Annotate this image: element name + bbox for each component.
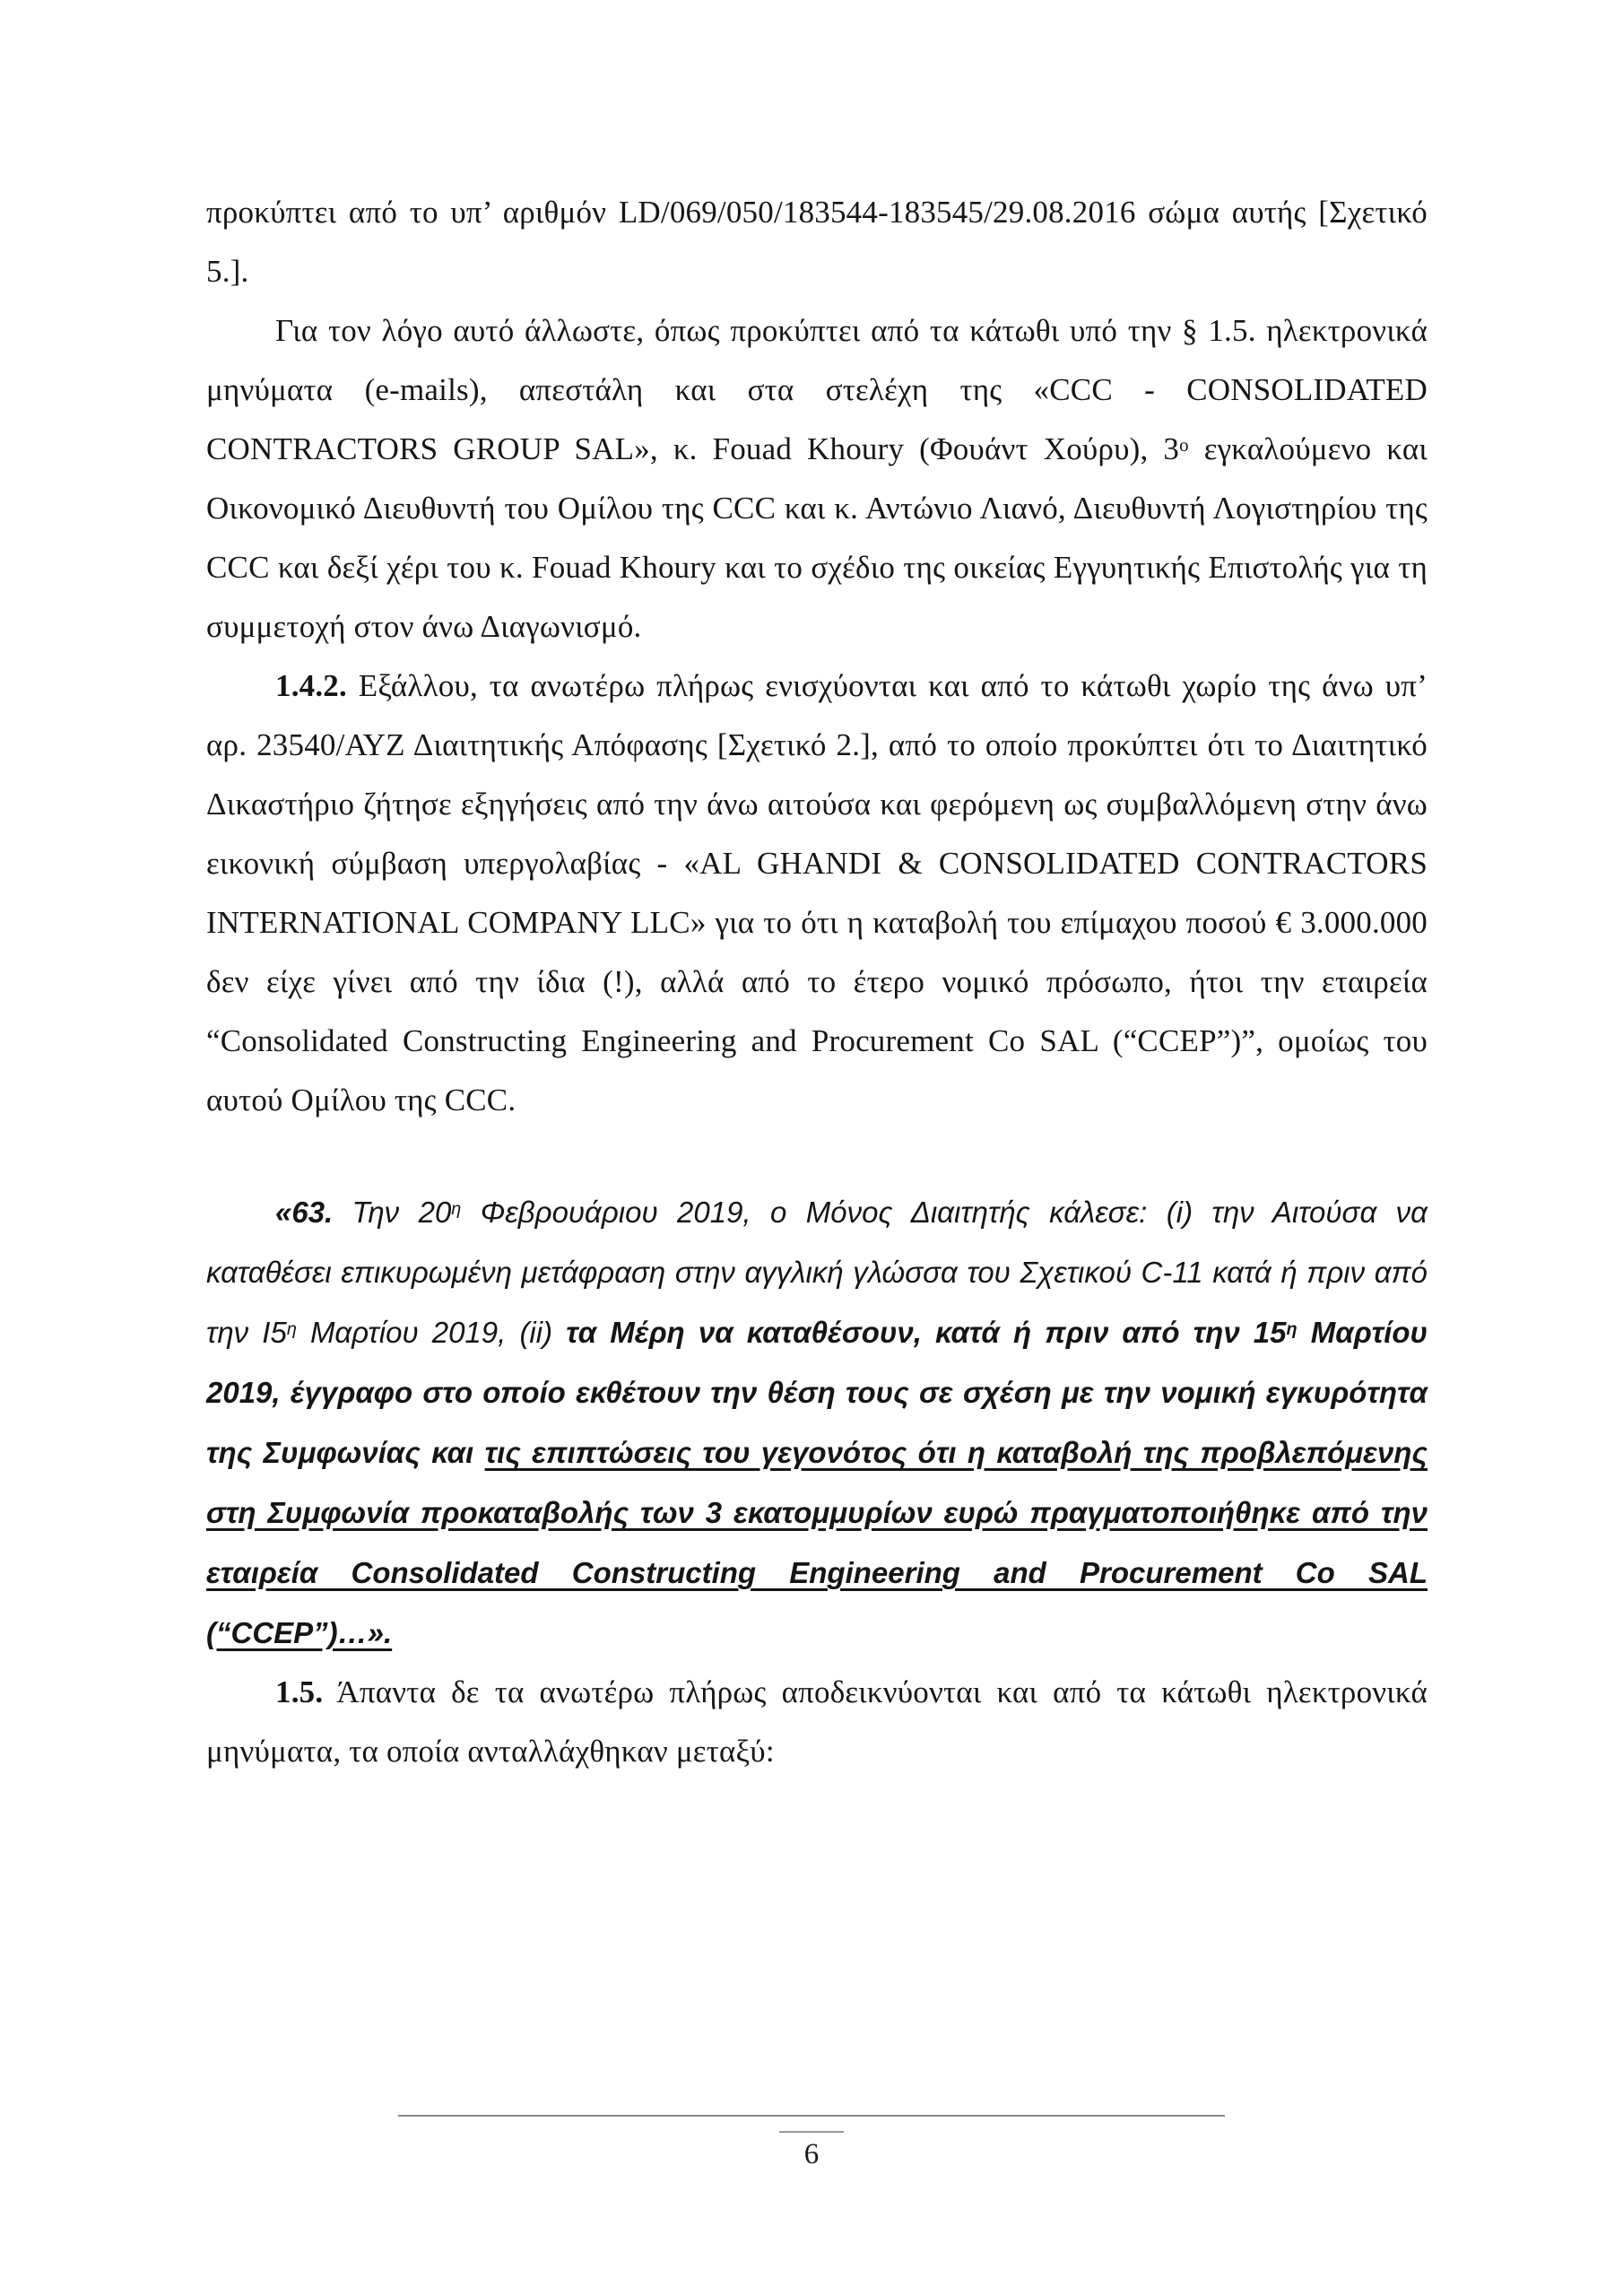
quote-number: «63. [275, 1196, 334, 1229]
quote-text-bold-1: τα Μέρη να καταθέσουν, κατά ή πριν από την 15 [566, 1316, 1287, 1349]
arbitration-quote-block [206, 1182, 1428, 1663]
paragraph-emails [206, 301, 1428, 657]
paragraph-emails-text-1: Για τον λόγο αυτό άλλωστε, όπως προκύπτει από τα κάτωθι υπό την § 1.5. ηλεκτρονικά μηνύματα (e-mails), απεστάλη και στα στελέχη της «CCC - CONSOLIDATED CONTRACTORS GROUP SAL», κ. Fouad Khoury (Φουάντ Χούρυ), 3 [206, 313, 1428, 466]
paragraph-continuation [206, 183, 1428, 301]
footer-short-line [779, 2131, 844, 2133]
quote-text-regular-1: Την 20 [333, 1196, 452, 1229]
date-superscript-1: η [451, 1199, 462, 1220]
section-number-1-4-2: 1.4.2. [275, 668, 347, 703]
quote-text-bold-underlined: τις επιπτώσεις του γεγονότος ότι η καταβολή της προβλεπόμενης στη Συμφωνία προκαταβολής των 3 εκατομμυρίων ευρώ πραγματοποιήθηκε από την εταιρεία Consolidated Constructing Engineering and Procurement Co SAL (“CCEP”)…». [206, 1436, 1428, 1649]
date-superscript-3: η [1286, 1319, 1298, 1340]
paragraph-1-4-2-text: Εξάλλου, τα ανωτέρω πλήρως ενισχύονται και από το κάτωθι χωρίο της άνω υπ’ αρ. 23540/ΑΥΖ Διαιτητικής Απόφασης [Σχετικό 2.], από το οποίο προκύπτει ότι το Διαιτητικό Δικαστήριο ζήτησε εξηγήσεις από την άνω αιτούσα και φερόμενη ως συμβαλλόμενη στην άνω εικονική σύμβαση υπεργολαβίας - «AL GHANDI & CONSOLIDATED CONTRACTORS INTERNATIONAL COMPANY LLC» για το ότι η καταβολή του επίμαχου ποσού € 3.000.000 δεν είχε γίνει από την ίδια (!), αλλά από το έτερο νομικό πρόσωπο, ήτοι την εταιρεία “Consolidated Constructing Engineering and Procurement Co SAL (“CCEP”)”, ομοίως του αυτού Ομίλου της CCC. [206, 668, 1428, 1118]
date-superscript-2: η [286, 1319, 297, 1340]
paragraph-1-4-2 [206, 657, 1428, 1130]
paragraph-continuation-text: προκύπτει από το υπ’ αριθμόν LD/069/050/183544-183545/29.08.2016 σώμα αυτής [Σχετικό 5.]. [206, 195, 1428, 289]
paragraph-emails-text-2: εγκαλούμενο και Οικονομικό Διευθυντή του Ομίλου της CCC και κ. Αντώνιο Λιανό, Διευθυντή Λογιστηρίου της CCC και δεξί χέρι του κ. Fouad Khoury και το σχέδιο της οικείας Εγγυητικής Επιστολής για τη συμμετοχή στον άνω Διαγωνισμό. [206, 431, 1428, 644]
page-number: 6 [803, 2138, 820, 2170]
section-number-1-5: 1.5. [275, 1674, 324, 1709]
footer-divider-line [398, 2115, 1225, 2117]
ordinal-superscript: ο [1179, 433, 1189, 456]
quote-text-bold-2: Μαρτίου 2019, έγγραφο στο οποίο εκθέτουν την θέση τους σε σχέση με την νομική εγκυρότητα της Συμφωνίας και [206, 1316, 1428, 1469]
quote-text-regular-3: Μαρτίου 2019, (ii) [296, 1316, 567, 1349]
quote-text-regular-2: Φεβρουάριου 2019, ο Μόνος Διαιτητής κάλεσε: (i) την Αιτούσα να καταθέσει επικυρωμένη μετάφραση στην αγγλική γλώσσα του Σχετικού C-11 κατά ή πριν από την Ι5 [206, 1196, 1428, 1349]
page-footer [0, 2115, 1623, 2172]
paragraph-1-5-text: Άπαντα δε τα ανωτέρω πλήρως αποδεικνύονται και από τα κάτωθι ηλεκτρονικά μηνύματα, τα οποία ανταλλάχθηκαν μεταξύ: [206, 1674, 1428, 1769]
paragraph-1-5 [206, 1663, 1428, 1781]
